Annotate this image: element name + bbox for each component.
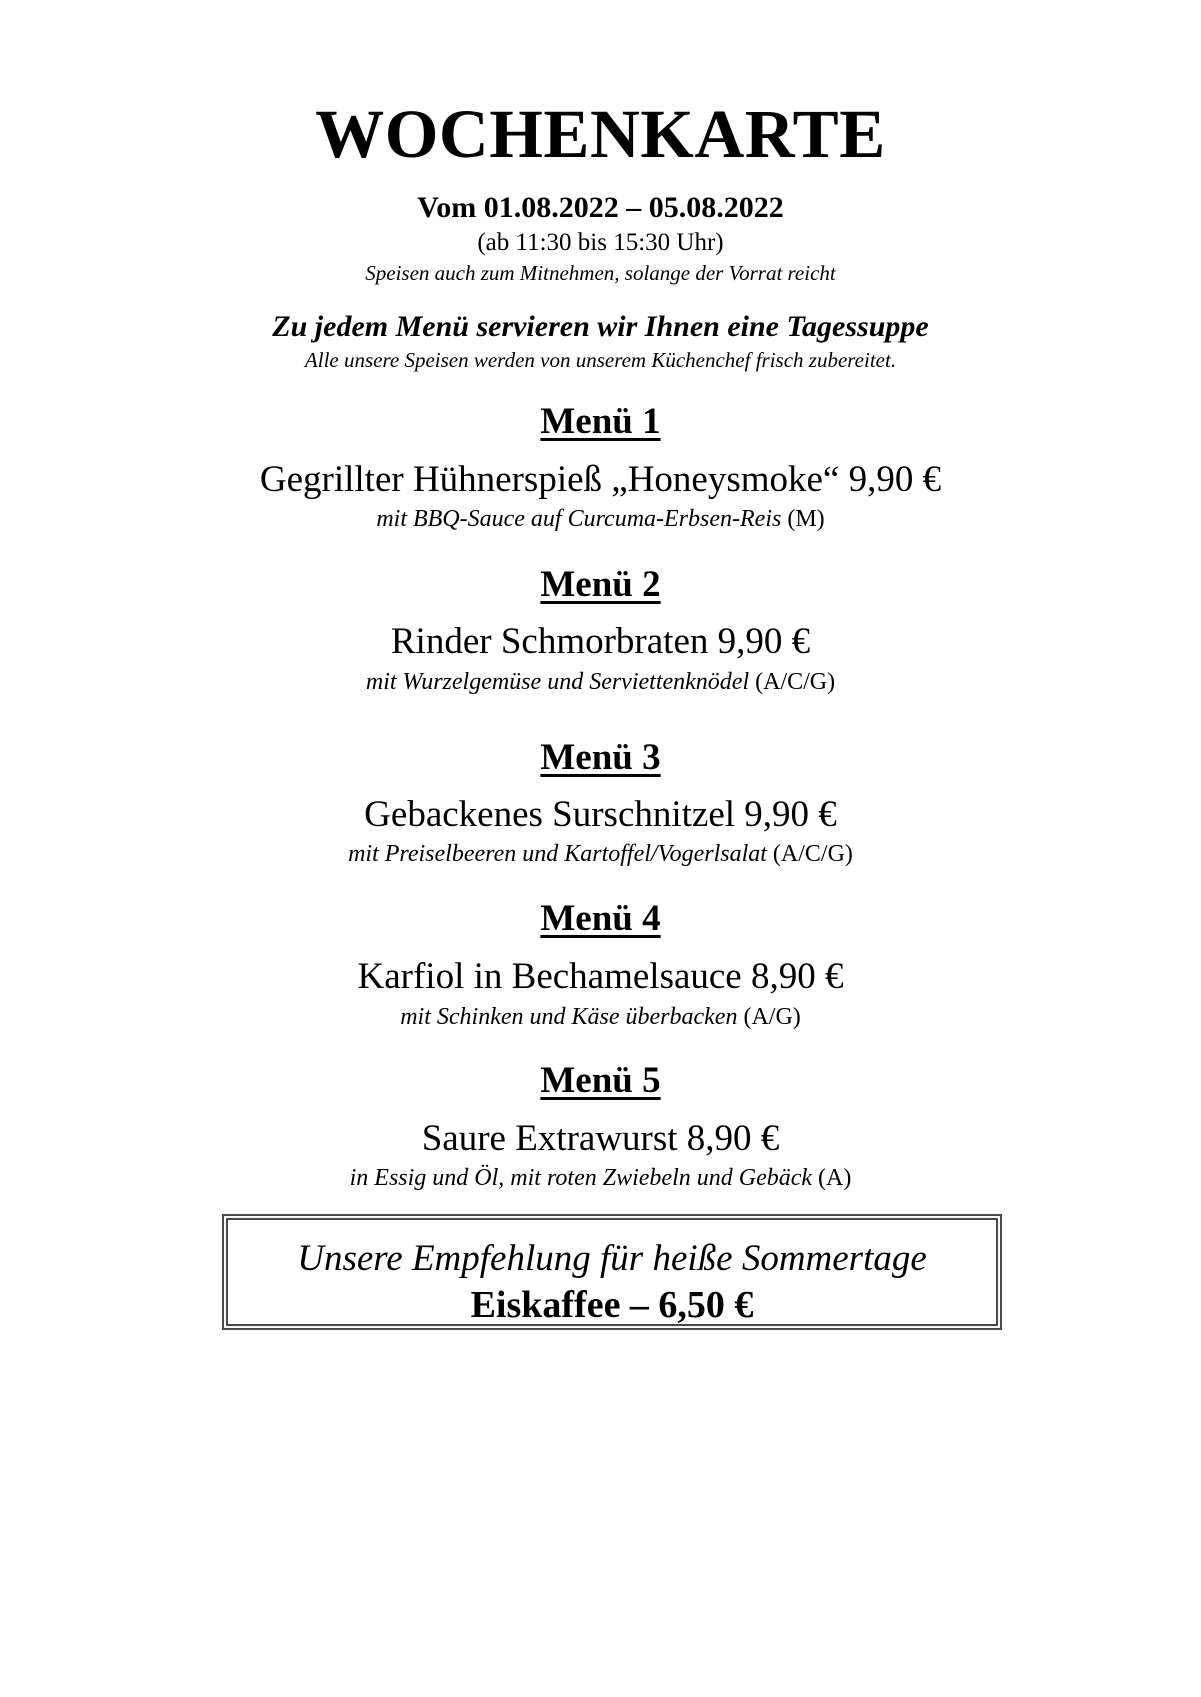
menu-5-heading: Menü 5 [540,1060,661,1101]
menu-1-description-text: mit BBQ-Sauce auf Curcuma-Erbsen-Reis [376,506,782,532]
menu-5-description-text: in Essig und Öl, mit roten Zwiebeln und Gebäck [349,1165,813,1191]
recommendation-box [222,1214,1002,1330]
takeaway-note: Speisen auch zum Mitnehmen, solange der Vorrat reicht [365,261,836,285]
date-range: Vom 01.08.2022 – 05.08.2022 [417,191,784,224]
menu-2-description-text: mit Wurzelgemüse und Serviettenknödel [365,669,750,695]
menu-4-description-text: mit Schinken und Käse überbacken [400,1004,738,1030]
menu-4-description [0,1005,1201,1029]
menu-4-allergens: (A/G) [743,1004,801,1030]
menu-4-dish: Karfiol in Bechamelsauce 8,90 € [357,956,844,997]
recommendation-title: Unsere Empfehlung für heiße Sommertage [297,1238,927,1279]
menu-5-allergens: (A) [818,1165,852,1191]
menu-5-dish: Saure Extrawurst 8,90 € [421,1118,780,1159]
menu-2-heading: Menü 2 [540,564,661,605]
chef-note: Alle unsere Speisen werden von unserem Küchenchef frisch zubereitet. [304,348,897,372]
menu-1-heading: Menü 1 [540,401,661,442]
menu-3-description-text: mit Preiselbeeren und Kartoffel/Vogerlsalat [348,841,767,867]
menu-2-allergens: (A/C/G) [755,669,836,695]
menu-4-heading: Menü 4 [540,898,661,939]
opening-hours: (ab 11:30 bis 15:30 Uhr) [477,229,724,256]
menu-1-dish: Gegrillter Hühnerspieß „Honeysmoke“ 9,90 € [259,459,942,500]
menu-2-description [0,670,1201,694]
menu-3-description [0,842,1201,866]
menu-3-heading: Menü 3 [540,737,661,778]
recommendation-item: Eiskaffee – 6,50 € [470,1284,754,1326]
menu-5-description [0,1166,1201,1190]
menu-3-dish: Gebackenes Surschnitzel 9,90 € [364,794,837,835]
menu-1-allergens: (M) [787,506,825,532]
menu-3-allergens: (A/C/G) [772,841,853,867]
page-title: WOCHENKARTE [315,96,886,172]
soup-note: Zu jedem Menü servieren wir Ihnen eine Tagessuppe [272,310,929,343]
menu-2-dish: Rinder Schmorbraten 9,90 € [390,621,811,662]
menu-1-description [0,507,1201,531]
